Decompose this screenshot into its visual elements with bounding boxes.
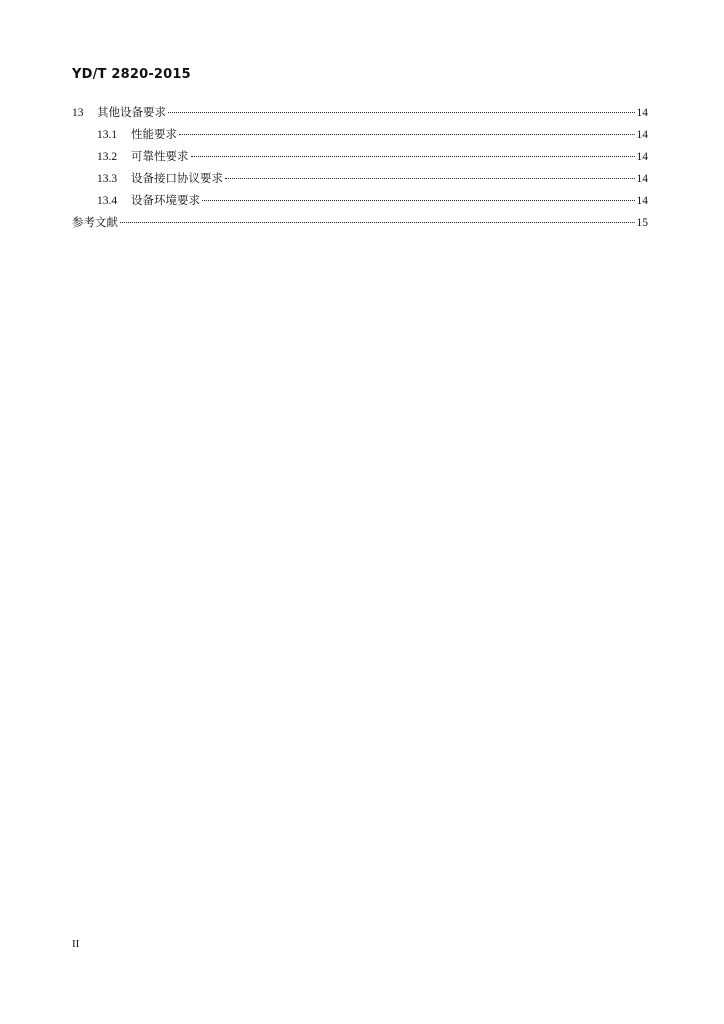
toc-entry-number: 13	[72, 107, 84, 119]
toc-entry-title: 设备接口协议要求	[131, 171, 223, 185]
toc-entry-number: 13.2	[97, 151, 118, 163]
toc-leader-dots	[120, 221, 635, 223]
toc-leader-dots	[168, 111, 635, 113]
document-code-header: YD/T 2820-2015	[72, 67, 191, 82]
toc-entry-title: 可靠性要求	[131, 149, 189, 163]
toc-entry-number: 13.1	[97, 129, 118, 141]
toc-entry-page: 14	[636, 129, 648, 141]
toc-entry[interactable]	[72, 145, 648, 167]
toc-entry[interactable]	[72, 101, 648, 123]
toc-entry-number: 13.3	[97, 173, 118, 185]
toc-leader-dots	[225, 177, 635, 179]
page-number: II	[72, 938, 80, 950]
toc-entry-page: 15	[636, 217, 648, 229]
toc-entry-page: 14	[636, 173, 648, 185]
toc-entry-title: 其他设备要求	[97, 105, 166, 119]
toc-leader-dots	[191, 155, 635, 157]
toc-entry-number: 13.4	[97, 195, 118, 207]
toc-entry-page: 14	[636, 151, 648, 163]
table-of-contents	[72, 101, 648, 233]
toc-entry[interactable]	[72, 123, 648, 145]
toc-entry[interactable]	[72, 189, 648, 211]
toc-entry[interactable]	[72, 167, 648, 189]
toc-leader-dots	[202, 199, 635, 201]
toc-entry-page: 14	[636, 107, 648, 119]
toc-entry-page: 14	[636, 195, 648, 207]
toc-leader-dots	[179, 133, 635, 135]
toc-entry-references[interactable]	[72, 211, 648, 233]
toc-entry-title: 设备环境要求	[131, 193, 200, 207]
toc-entry-title: 性能要求	[131, 127, 177, 141]
toc-entry-title: 参考文献	[72, 215, 118, 229]
